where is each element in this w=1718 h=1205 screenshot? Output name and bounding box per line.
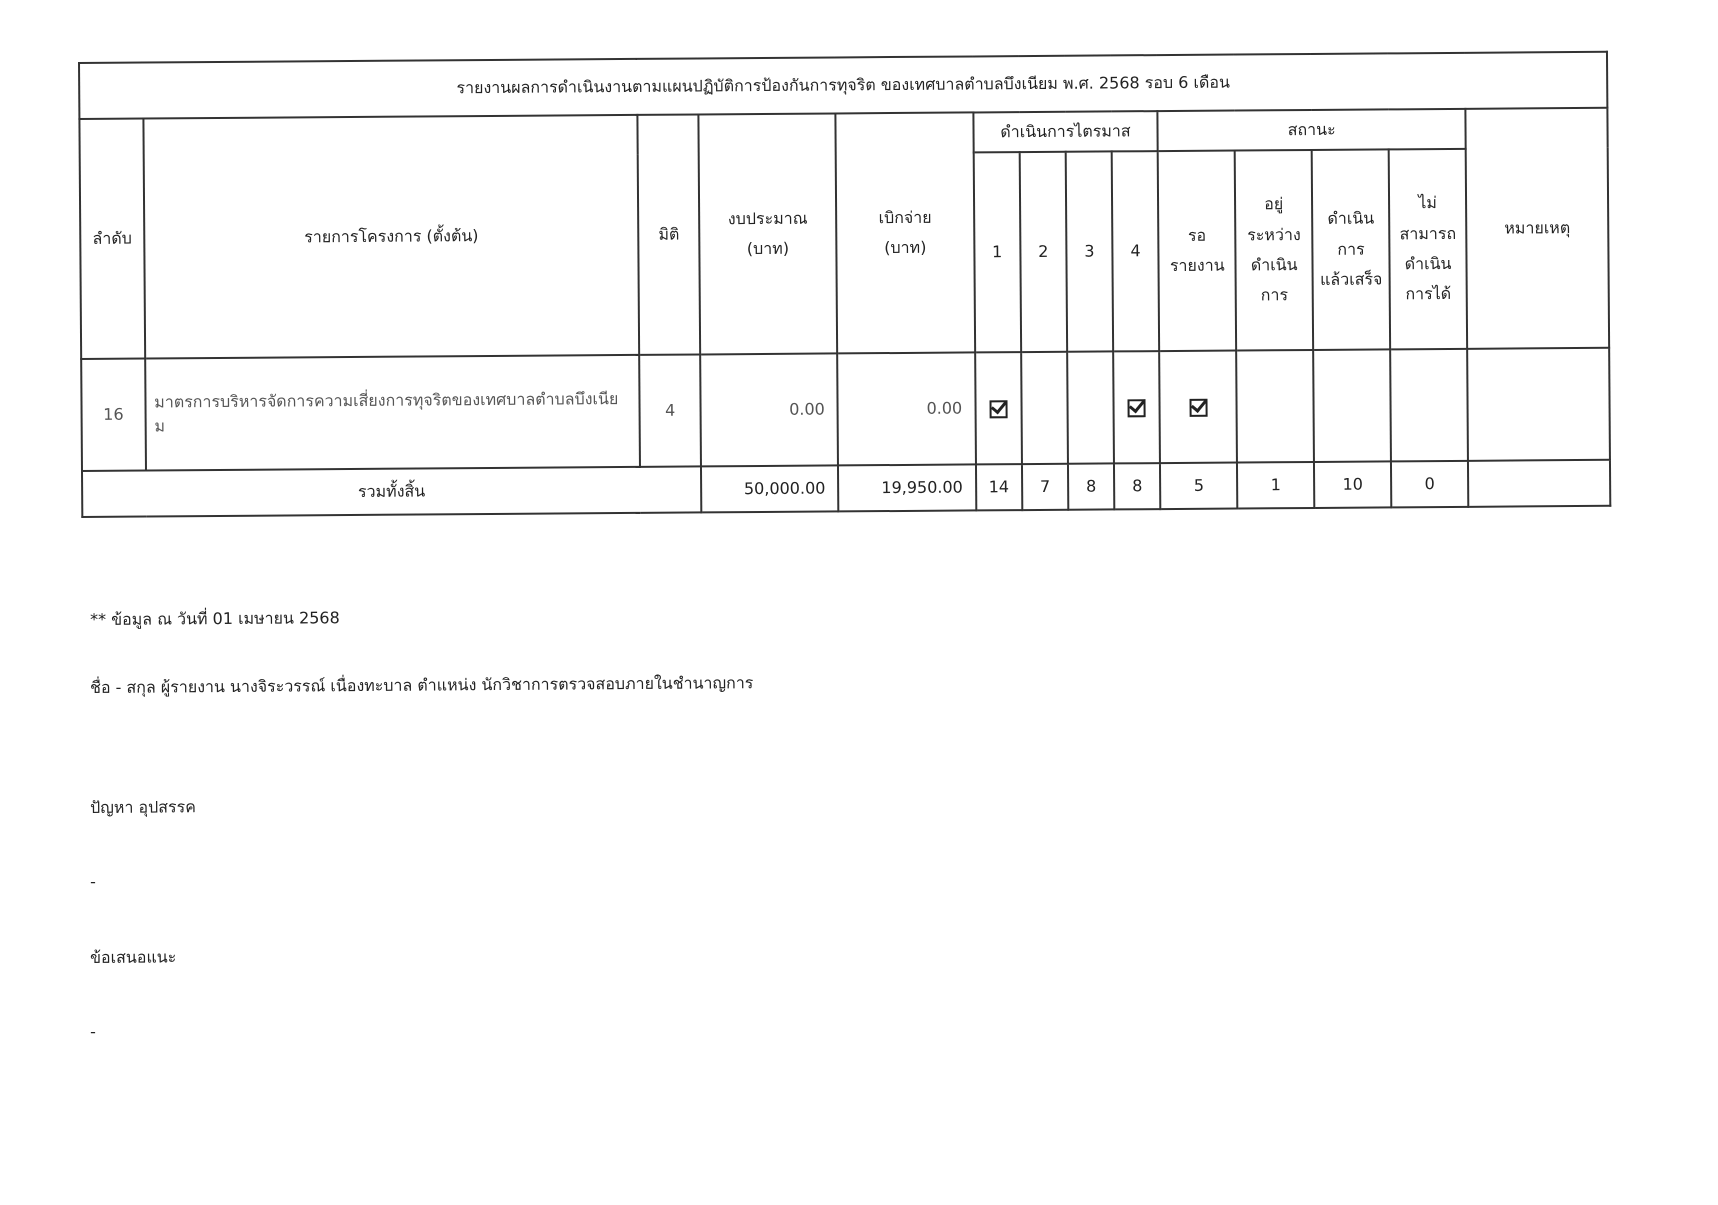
total-quarter-3: 8 bbox=[1068, 463, 1114, 509]
row-quarter-2 bbox=[1021, 352, 1068, 464]
header-quarter-1: 1 bbox=[973, 152, 1021, 352]
header-disbursed: เบิกจ่าย (บาท) bbox=[836, 112, 975, 353]
checkbox-checked-icon bbox=[989, 400, 1007, 418]
header-quarter-3: 3 bbox=[1066, 151, 1114, 351]
data-as-of-note: ** ข้อมูล ณ วันที่ 01 เมษายน 2568 bbox=[90, 608, 340, 629]
checkbox-checked-icon bbox=[1128, 399, 1146, 417]
header-status-group: สถานะ bbox=[1158, 109, 1466, 151]
total-row bbox=[82, 460, 1610, 517]
total-label: รวมทั้งสิ้น bbox=[82, 466, 701, 517]
row-project-name: มาตรการบริหารจัดการความเสี่ยงการทุจริตของเทศบาลตำบลบึงเนีย ม bbox=[145, 355, 640, 471]
suggestions-label: ข้อเสนอแนะ bbox=[90, 947, 177, 967]
header-status-pending: รอ รายงาน bbox=[1158, 151, 1236, 352]
header-order: ลำดับ bbox=[79, 119, 145, 359]
row-budget: 0.00 bbox=[700, 353, 838, 466]
total-done: 10 bbox=[1314, 461, 1391, 508]
header-status-unable: ไม่ สามารถ ดำเนิน การได้ bbox=[1389, 149, 1467, 350]
total-quarter-1: 14 bbox=[976, 464, 1022, 510]
header-dimension: มิติ bbox=[638, 114, 700, 354]
row-status-in-progress bbox=[1236, 350, 1314, 463]
report-title: รายงานผลการดำเนินงานตามแผนปฏิบัติการป้องกันการทุจริต ของเทศบาลตำบลบึงเนียม พ.ศ. 2568 รอบ 6 เดือน bbox=[79, 52, 1607, 119]
row-disbursed: 0.00 bbox=[837, 352, 975, 465]
row-status-pending bbox=[1159, 351, 1237, 464]
table-row bbox=[81, 348, 1610, 471]
problems-label: ปัญหา อุปสรรค bbox=[90, 797, 196, 817]
header-remarks: หมายเหตุ bbox=[1465, 108, 1609, 349]
row-status-done bbox=[1313, 349, 1391, 462]
header-quarter-4: 4 bbox=[1112, 151, 1160, 351]
row-quarter-4 bbox=[1113, 351, 1160, 463]
header-status-done: ดำเนิน การ แล้วเสร็จ bbox=[1312, 149, 1390, 350]
total-unable: 0 bbox=[1391, 461, 1468, 508]
header-quarter-2: 2 bbox=[1019, 152, 1067, 352]
report-table bbox=[78, 51, 1611, 518]
header-status-in-progress: อยู่ ระหว่าง ดำเนิน การ bbox=[1235, 150, 1313, 351]
total-disbursed: 19,950.00 bbox=[838, 464, 976, 511]
row-status-unable bbox=[1390, 349, 1468, 462]
row-order: 16 bbox=[81, 359, 146, 471]
total-in-progress: 1 bbox=[1237, 462, 1314, 509]
total-budget: 50,000.00 bbox=[701, 465, 839, 512]
row-remarks bbox=[1467, 348, 1610, 461]
total-pending: 5 bbox=[1160, 463, 1237, 510]
total-quarter-2: 7 bbox=[1022, 464, 1068, 510]
problems-value: - bbox=[90, 871, 96, 891]
row-dimension: 4 bbox=[640, 354, 701, 466]
header-project: รายการโครงการ (ตั้งต้น) bbox=[143, 115, 639, 359]
row-quarter-1 bbox=[975, 352, 1022, 464]
checkbox-checked-icon bbox=[1189, 398, 1207, 416]
header-budget: งบประมาณ (บาท) bbox=[698, 113, 837, 354]
row-quarter-3 bbox=[1067, 351, 1114, 463]
reporter-line: ชื่อ - สกุล ผู้รายงาน นางจิระวรรณ์ เนื่องทะบาล ตำแหน่ง นักวิชาการตรวจสอบภายในชำนาญการ bbox=[90, 673, 754, 697]
total-quarter-4: 8 bbox=[1114, 463, 1160, 509]
total-remarks bbox=[1468, 460, 1610, 507]
suggestions-value: - bbox=[90, 1021, 96, 1041]
header-quarter-group: ดำเนินการไตรมาส bbox=[973, 111, 1158, 152]
report-sheet bbox=[78, 51, 1611, 518]
